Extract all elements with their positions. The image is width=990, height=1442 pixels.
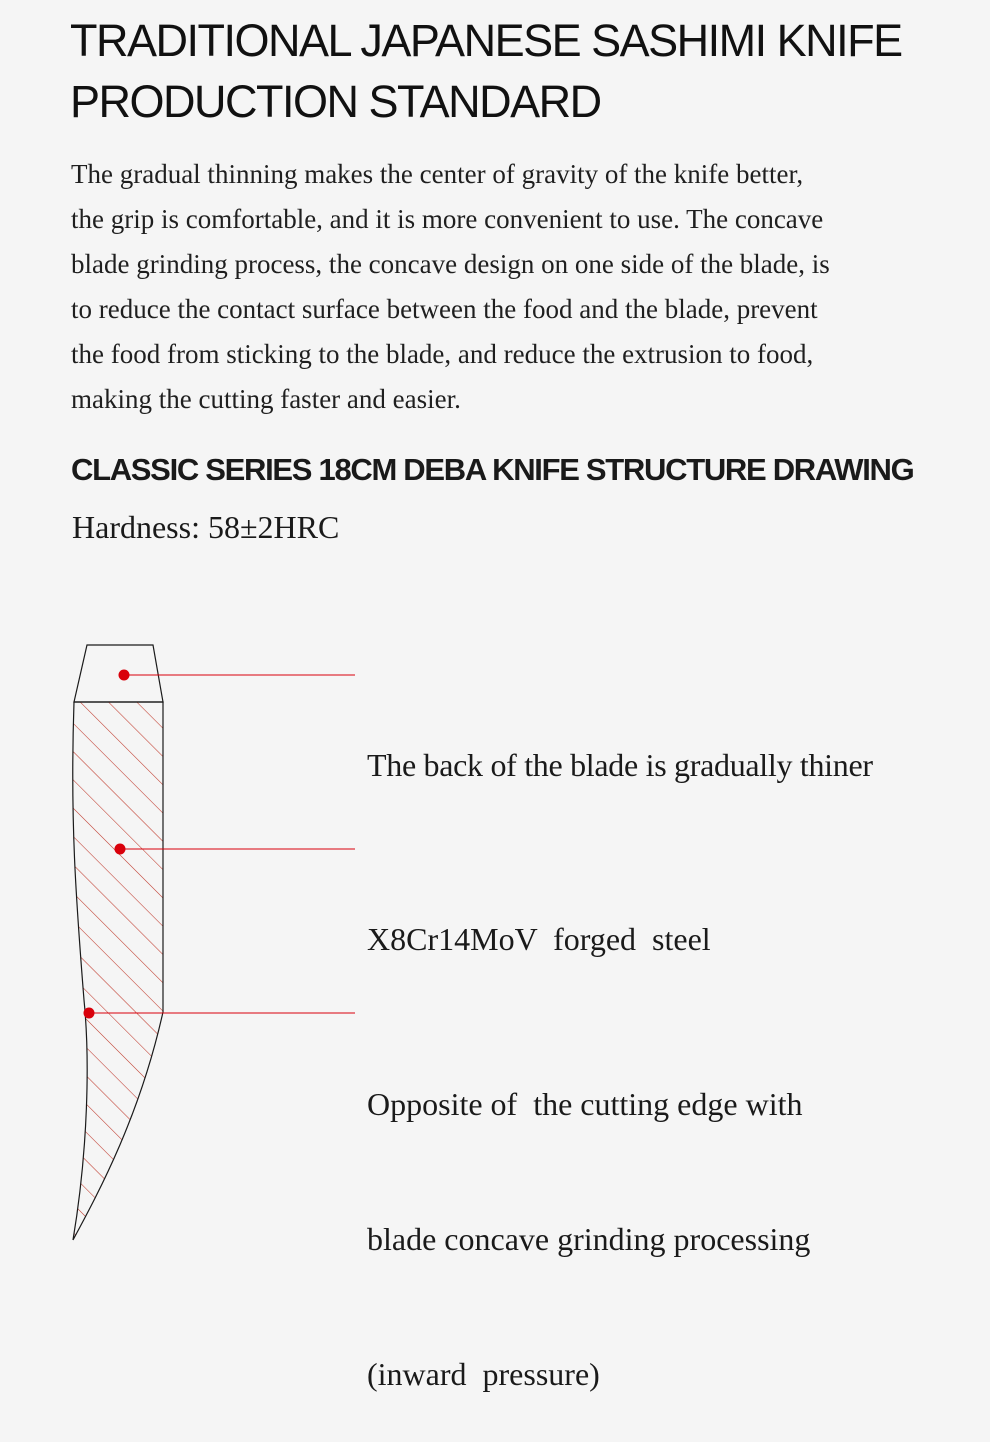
intro-line: blade grinding process, the concave design on one side of the blade, is [71, 249, 830, 279]
blade-spine-section [74, 645, 163, 702]
intro-line: the grip is comfortable, and it is more convenient to use. The concave [71, 204, 824, 234]
intro-line: the food from sticking to the blade, and reduce the extrusion to food, [71, 339, 814, 369]
callout-label-line: The back of the blade is gradually thiner [367, 747, 873, 783]
callout-marker-dot [119, 670, 130, 681]
callout-label-line: X8Cr14MoV forged steel [367, 921, 711, 957]
callout-label-line: Opposite of the cutting edge with [367, 1086, 803, 1122]
intro-line: to reduce the contact surface between the food and the blade, prevent [71, 294, 818, 324]
callout-marker-dot [115, 844, 126, 855]
blade-body-section [60, 700, 180, 1245]
callout-back-of-blade [119, 670, 356, 681]
intro-line: making the cutting faster and easier. [71, 384, 461, 414]
page-title-line: TRADITIONAL JAPANESE SASHIMI KNIFE [70, 15, 902, 66]
hardness-spec: Hardness: 58±2HRC [72, 509, 340, 545]
intro-line: The gradual thinning makes the center of gravity of the knife better, [71, 159, 804, 189]
callout-label-line: blade concave grinding processing [367, 1221, 811, 1257]
page-title-line: PRODUCTION STANDARD [70, 76, 601, 127]
callout-label-steel [367, 827, 711, 1007]
callout-label-back-of-blade [367, 653, 873, 833]
callout-marker-dot [84, 1008, 95, 1019]
callout-label-concave-grinding [367, 992, 810, 1442]
callout-label-line: (inward pressure) [367, 1356, 600, 1392]
structure-drawing-subtitle: CLASSIC SERIES 18CM DEBA KNIFE STRUCTURE DRAWING [71, 452, 914, 487]
